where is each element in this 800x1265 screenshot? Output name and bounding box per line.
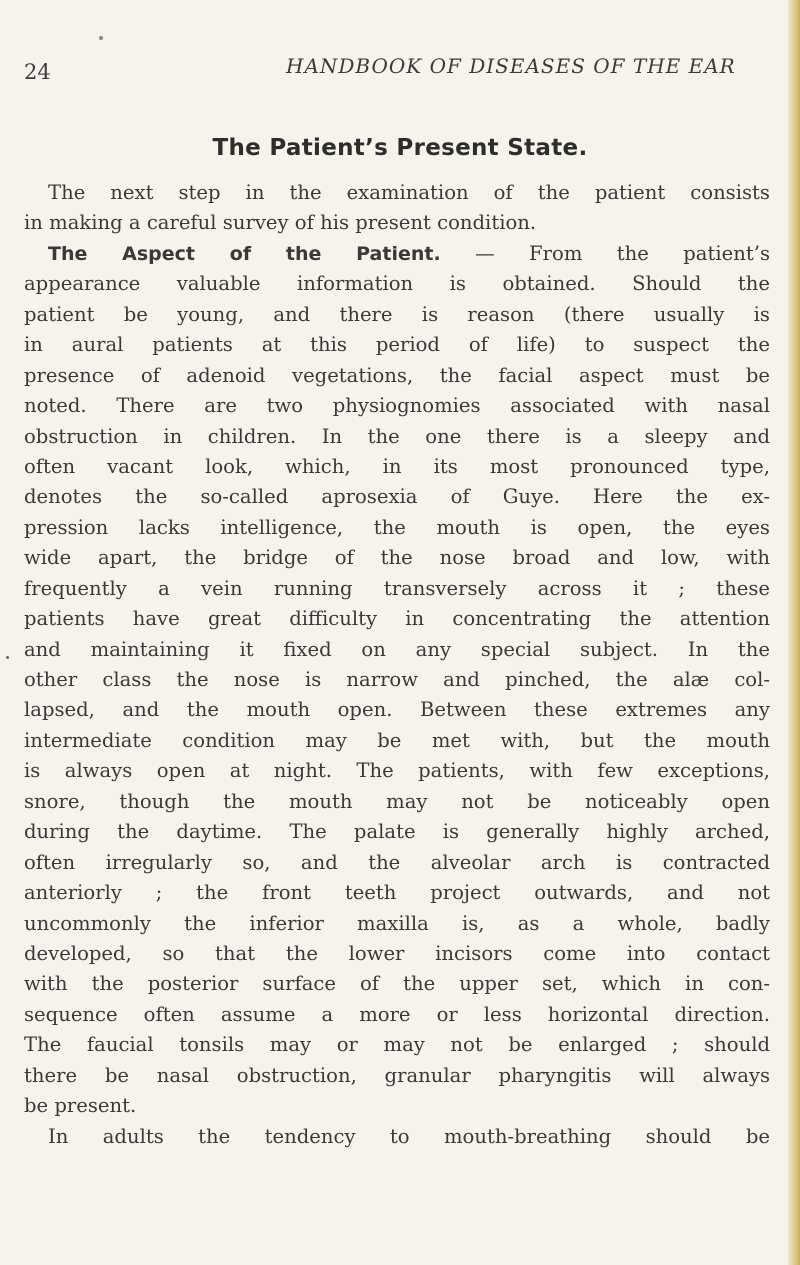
text-line: and maintaining it fixed on any special subject. In the xyxy=(24,637,770,661)
text-line: during the daytime. The palate is generally highly arched, xyxy=(24,820,770,844)
text-line: obstruction in children. In the one there is a sleepy and xyxy=(24,424,770,448)
text-line: denotes the so-called aprosexia of Guye. Here the ex- xyxy=(24,485,770,509)
text-line: patients have great difficulty in concentrating the attention xyxy=(24,607,770,631)
text-line: other class the nose is narrow and pinched, the alæ col- xyxy=(24,668,770,691)
text-line: pression lacks intelligence, the mouth is open, the eyes xyxy=(24,515,770,539)
text-line: The next step in the examination of the patient consists xyxy=(48,181,770,204)
text-line: in aural patients at this period of life) to suspect the xyxy=(24,333,770,357)
text-line: In adults the tendency to mouth-breathing should be xyxy=(48,1124,770,1148)
text-line: appearance valuable information is obtained. Should the xyxy=(24,272,770,296)
ink-speck xyxy=(99,36,103,40)
text-line: snore, though the mouth may not be noticeably open xyxy=(24,789,770,813)
text-line: in making a careful survey of his present condition. xyxy=(24,211,537,235)
text-line: often vacant look, which, in its most pronounced type, xyxy=(24,454,770,478)
run-in-heading: The Aspect of the Patient. xyxy=(48,242,441,265)
page-edge xyxy=(788,0,800,1265)
text-line: with the posterior surface of the upper set, which in con- xyxy=(24,972,770,996)
text-line: lapsed, and the mouth open. Between these extremes any xyxy=(24,698,770,722)
text-line: wide apart, the bridge of the nose broad and low, with xyxy=(24,546,770,570)
text-line: uncommonly the inferior maxilla is, as a whole, badly xyxy=(24,911,770,935)
text-line: anteriorly ; the front teeth project outwards, and not xyxy=(24,881,770,905)
ink-speck xyxy=(6,656,9,659)
text-line: intermediate condition may be met with, but the mouth xyxy=(24,728,770,752)
text-line: be present. xyxy=(24,1094,137,1118)
text-line: presence of adenoid vegetations, the facial aspect must be xyxy=(24,363,770,387)
text-line: patient be young, and there is reason (there usually is xyxy=(24,302,770,326)
body-text xyxy=(24,178,770,1152)
text-span: — From the patient’s xyxy=(440,241,770,265)
text-line: often irregularly so, and the alveolar arch is contracted xyxy=(24,850,770,874)
text-line: sequence often assume a more or less horizontal direction. xyxy=(24,1002,770,1026)
section-heading: The Patient’s Present State. xyxy=(212,135,588,161)
text-line xyxy=(24,239,770,269)
text-line: noted. There are two physiognomies associated with nasal xyxy=(24,394,770,418)
text-line: is always open at night. The patients, with few exceptions, xyxy=(24,759,770,783)
running-title: HANDBOOK OF DISEASES OF THE EAR xyxy=(286,54,736,78)
text-line: developed, so that the lower incisors come into contact xyxy=(24,941,770,965)
page-number: 24 xyxy=(24,60,51,84)
text-line: there be nasal obstruction, granular pharyngitis will always xyxy=(24,1063,770,1087)
text-line: The faucial tonsils may or may not be enlarged ; should xyxy=(24,1033,770,1057)
text-line: frequently a vein running transversely across it ; these xyxy=(24,576,770,600)
running-head xyxy=(24,54,764,84)
